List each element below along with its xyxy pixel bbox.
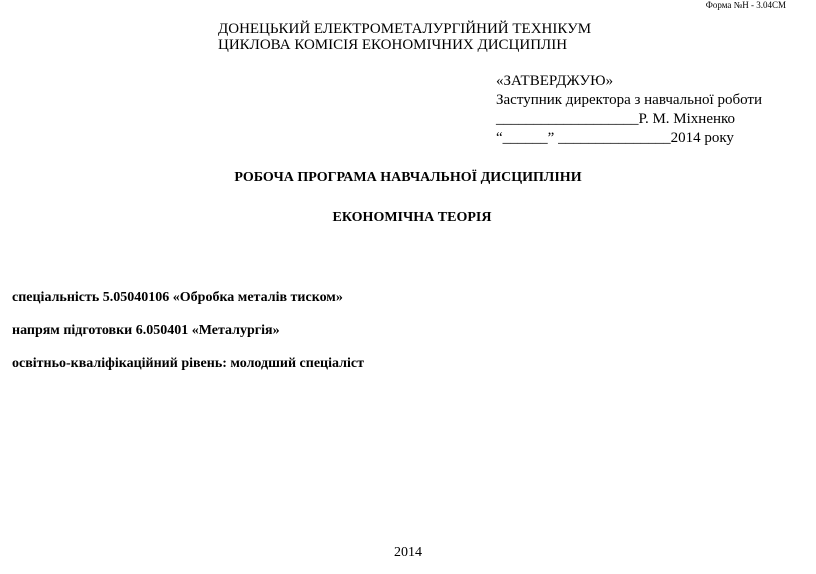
discipline-title: ЕКОНОМІЧНА ТЕОРІЯ: [332, 210, 492, 225]
institution-name: ДОНЕЦЬКИЙ ЕЛЕКТРОМЕТАЛУРГІЙНИЙ ТЕХНІКУМ: [218, 21, 592, 37]
form-code: Форма №Н - 3.04СМ: [705, 0, 786, 10]
document-header: [218, 21, 591, 53]
approval-position: Заступник директора з навчальної роботи: [496, 92, 762, 108]
specialty-line: спеціальність 5.05040106 «Обробка металів тиском»: [12, 290, 343, 305]
approval-block: [496, 72, 762, 148]
commission-name: ЦИКЛОВА КОМІСІЯ ЕКОНОМІЧНИХ ДИСЦИПЛІН: [218, 37, 568, 53]
direction-line: напрям підготовки 6.050401 «Металургія»: [12, 323, 280, 338]
document-year: 2014: [394, 545, 422, 560]
approval-title: «ЗАТВЕРДЖУЮ»: [496, 73, 614, 89]
approval-date-line: “______” _______________2014 року: [496, 130, 734, 146]
program-title: РОБОЧА ПРОГРАМА НАВЧАЛЬНОЇ ДИСЦИПЛІНИ: [234, 170, 582, 185]
qualification-level-line: освітньо-кваліфікаційний рівень: молодший спеціаліст: [12, 356, 364, 371]
approval-signature-line: ___________________Р. М. Міхненко: [496, 111, 736, 127]
